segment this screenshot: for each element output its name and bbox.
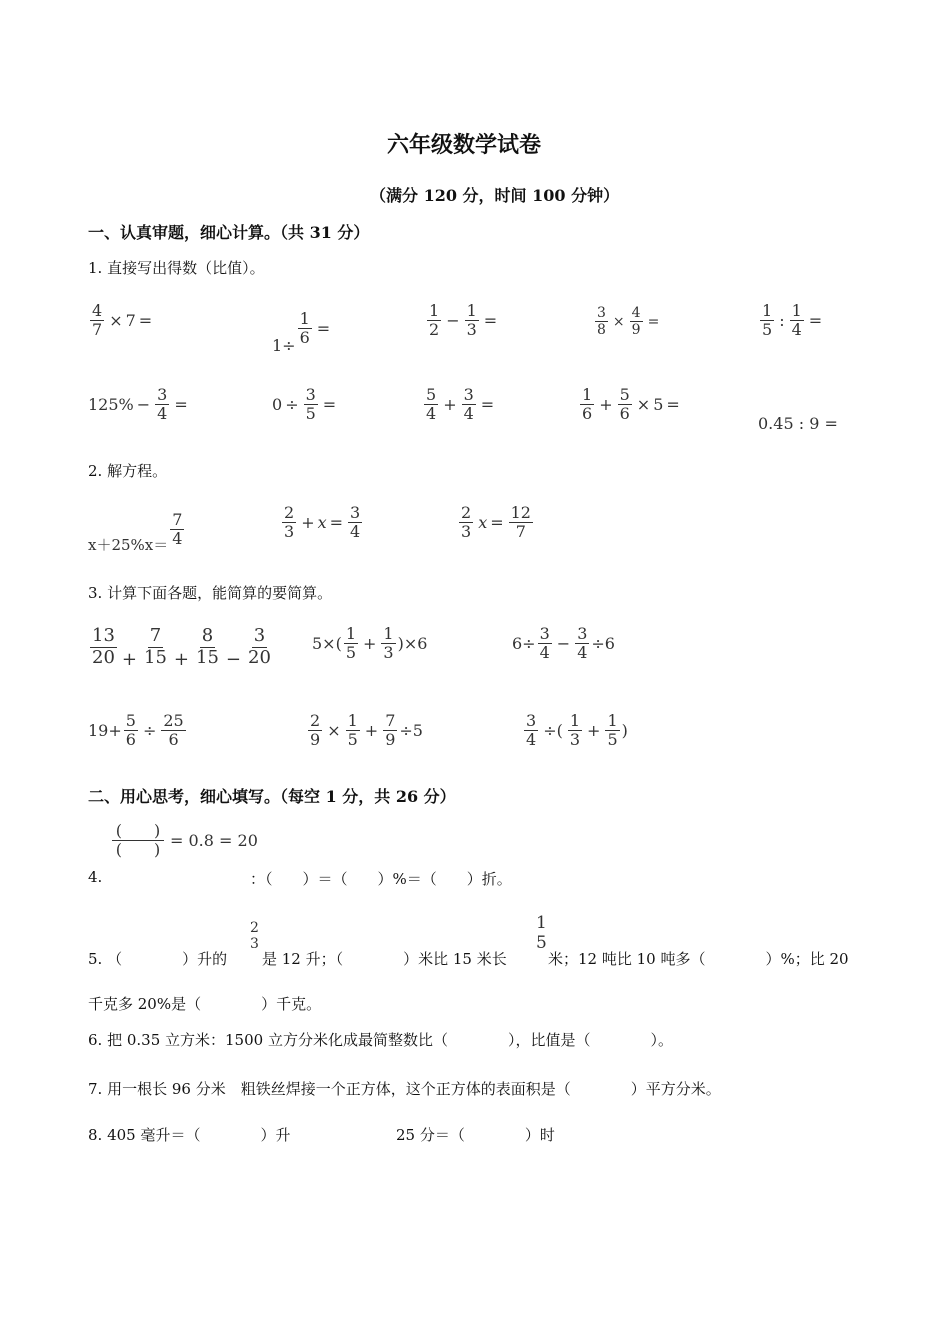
q5-part-3: 米；12 吨比 10 吨多（ ）%；比 20 xyxy=(548,950,849,968)
fraction: $\frac{2}{9}$ xyxy=(310,711,321,750)
q3-problem-6: $\frac{3}{4}$ ÷( $\frac{1}{3}$ + $\frac{1}{5}$ ) xyxy=(526,711,628,750)
question-8-part-2: 25 分＝（ ）时 xyxy=(396,1126,555,1144)
q1-item-10: 0.45 : 9 = xyxy=(758,414,838,433)
q3-problem-5: $\frac{2}{9}$ × $\frac{1}{5}$ + $\frac{7}{9}$ ÷5 xyxy=(310,711,423,750)
fraction: $\frac{( )}{( )}$ xyxy=(112,822,164,860)
question-8-part-1: 8. 405 毫升＝（ ）升 xyxy=(88,1126,291,1144)
section-1-heading: 一、认真审题，细心计算。（共 31 分） xyxy=(88,223,370,242)
fraction: $\frac{7}{4}$ xyxy=(172,509,183,548)
page-title: 六年级数学试卷 xyxy=(387,132,542,158)
fraction: $\frac{4}{7}$ xyxy=(92,301,103,340)
fraction: $\frac{3}{4}$ xyxy=(577,624,588,663)
q2-equation-3: $\frac{2}{3}$ x = $\frac{12}{7}$ xyxy=(461,503,531,542)
q5-part-2: 是 12 升；（ ）米比 15 米长 xyxy=(262,950,507,968)
question-7: 7. 用一根长 96 分米 粗铁丝焊接一个正方体，这个正方体的表面积是（ ）平方分米。 xyxy=(88,1080,721,1098)
q3-problem-3: 6÷ $\frac{3}{4}$ − $\frac{3}{4}$ ÷6 xyxy=(512,624,615,663)
fraction: $\frac{3}{4}$ xyxy=(526,711,537,750)
fraction: $\frac{7}{9}$ xyxy=(385,711,396,750)
q1-item-9: $\frac{1}{6}$ + $\frac{5}{6}$ × 5 = xyxy=(582,385,680,424)
q1-item-6: 125% − $\frac{3}{4}$ = xyxy=(88,385,188,424)
fraction: $\frac{1}{5}$ xyxy=(762,301,773,340)
q3-problem-2: 5×( $\frac{1}{5}$ + $\frac{1}{3}$ )×6 xyxy=(312,624,428,663)
q5-fraction-1 xyxy=(246,920,263,952)
fraction: 1 5 xyxy=(536,913,547,953)
fraction: $\frac{5}{6}$ xyxy=(125,711,136,750)
fraction: $\frac{3}{20}$ xyxy=(248,625,271,668)
fraction: $\frac{12}{7}$ xyxy=(510,503,531,542)
q5-part-1: 5. （ ）升的 xyxy=(88,950,228,968)
fraction: $\frac{1}{5}$ xyxy=(347,711,358,750)
q1-item-2: 1÷ $\frac{1}{6}$ = xyxy=(272,308,331,355)
fraction: $\frac{5}{6}$ xyxy=(619,385,630,424)
fraction: $\frac{25}{6}$ xyxy=(163,711,184,750)
fraction: $\frac{1}{6}$ xyxy=(582,385,593,424)
q1-item-1: $\frac{4}{7}$ × 7 = xyxy=(92,301,153,340)
fraction: $\frac{1}{5}$ xyxy=(607,711,618,750)
question-6: 6. 把 0.35 立方米：1500 立方分米化成最简整数比（ ），比值是（ ）。 xyxy=(88,1031,673,1049)
fraction: $\frac{1}{4}$ xyxy=(791,301,802,340)
fraction: $\frac{1}{3}$ xyxy=(569,711,581,750)
q4-number: 4. xyxy=(88,868,103,886)
question-1-label: 1. 直接写出得数（比值）。 xyxy=(88,259,265,277)
fraction: $\frac{8}{15}$ xyxy=(196,625,219,668)
q2-equation-1: x＋25%x＝ $\frac{7}{4}$ xyxy=(88,509,183,554)
fraction: $\frac{1}{2}$ xyxy=(429,301,440,340)
fraction: $\frac{13}{20}$ xyxy=(92,625,115,668)
question-2-label: 2. 解方程。 xyxy=(88,462,168,480)
fraction: $\frac{1}{5}$ xyxy=(345,624,357,663)
q3-problem-1: $\frac{13}{20}$ + $\frac{7}{15}$ + $\frac{8}{15}$ − $\frac{3}{20}$ xyxy=(92,625,271,670)
q1-item-3: $\frac{1}{2}$ − $\frac{1}{3}$ = xyxy=(429,301,498,340)
fraction: $\frac{2}{3}$ xyxy=(284,503,295,542)
fraction: $\frac{1}{3}$ xyxy=(383,624,394,663)
q1-item-8: $\frac{5}{4}$ + $\frac{3}{4}$ = xyxy=(426,385,495,424)
q5-line-2: 千克多 20%是（ ）千克。 xyxy=(88,995,322,1013)
q2-equation-2: $\frac{2}{3}$ + x = $\frac{3}{4}$ xyxy=(284,503,361,542)
fraction: $\frac{5}{4}$ xyxy=(426,385,437,424)
fraction: $\frac{3}{4}$ xyxy=(463,385,474,424)
fraction: $\frac{3}{4}$ xyxy=(350,503,361,542)
q4-fraction-expression: $\frac{( )}{( )}$ = 0.8 = 20 xyxy=(110,822,258,860)
q3-problem-4: 19+ $\frac{5}{6}$ ÷ $\frac{25}{6}$ xyxy=(88,711,184,750)
q4-blanks: ：（ ）＝（ ）%＝（ ）折。 xyxy=(250,870,512,888)
fraction: $\frac{3}{8}$ xyxy=(597,305,606,339)
fraction: $\frac{3}{4}$ xyxy=(157,385,168,424)
fraction: $\frac{3}{5}$ xyxy=(305,385,316,424)
fraction: $\frac{4}{9}$ xyxy=(631,305,641,339)
fraction: $\frac{1}{3}$ xyxy=(466,301,477,340)
fraction: $\frac{1}{6}$ xyxy=(299,308,310,347)
fraction: 2 3 xyxy=(250,920,259,953)
question-3-label: 3. 计算下面各题，能简算的要简算。 xyxy=(88,584,333,602)
q1-item-5: $\frac{1}{5}$ : $\frac{1}{4}$ = xyxy=(762,301,823,340)
fraction: $\frac{3}{4}$ xyxy=(539,624,550,663)
fraction: $\frac{7}{15}$ xyxy=(144,625,167,668)
q1-item-7: 0 ÷ $\frac{3}{5}$ = xyxy=(272,385,337,424)
page-subtitle: （满分 120 分，时间 100 分钟） xyxy=(370,186,620,205)
section-2-heading: 二、用心思考，细心填写。（每空 1 分，共 26 分） xyxy=(88,787,456,806)
fraction: $\frac{2}{3}$ xyxy=(461,503,472,542)
q1-item-4: $\frac{3}{8}$ × $\frac{4}{9}$ = xyxy=(597,305,660,339)
